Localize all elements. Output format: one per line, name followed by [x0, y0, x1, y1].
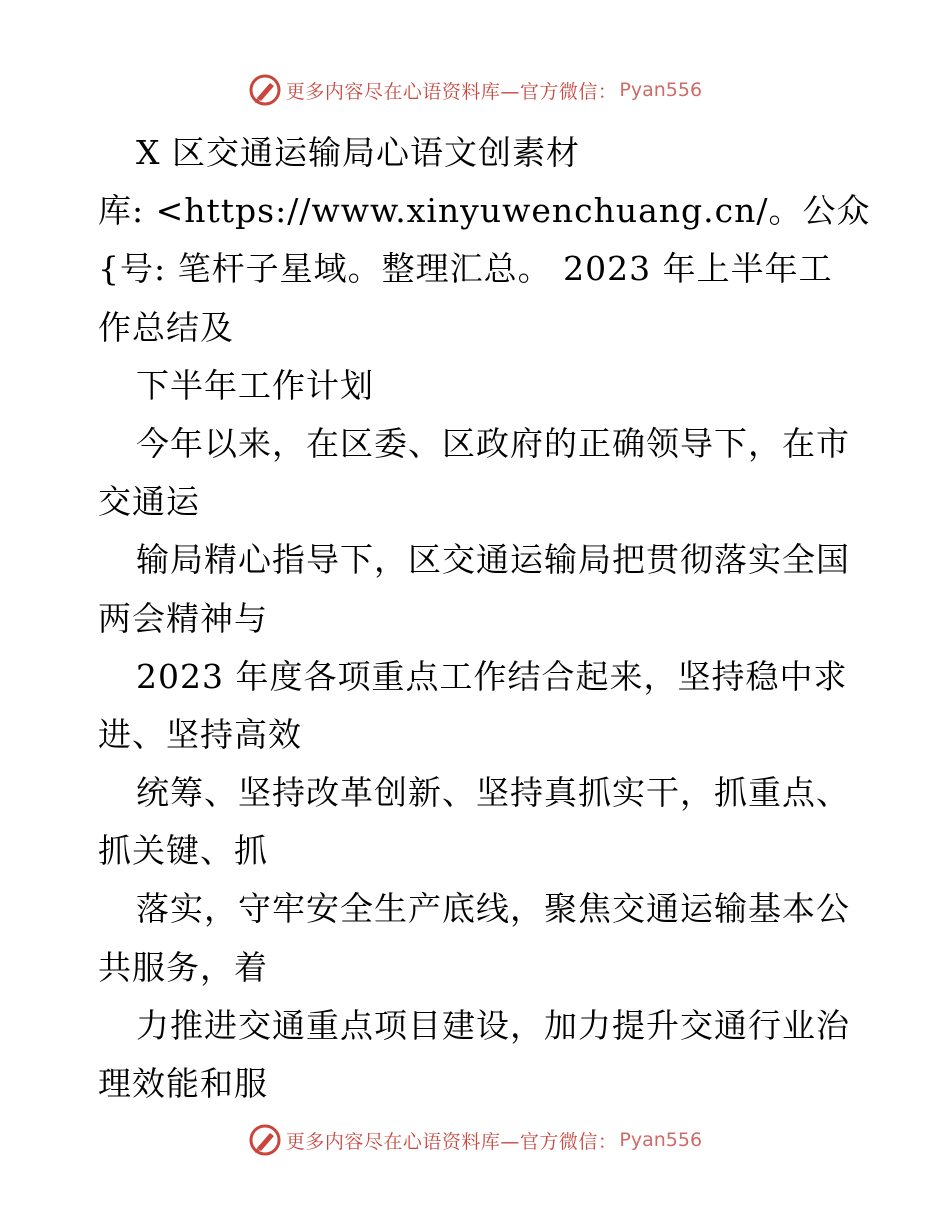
text-line: 理效能和服 [98, 1064, 268, 1103]
text-line: X 区交通运输局心语文创素材 [136, 133, 580, 172]
pen-logo-icon [248, 73, 282, 107]
text-line: 输局精心指导下，区交通运输局把贯彻落实全国 [136, 540, 850, 580]
document-body [98, 124, 871, 1113]
text-line: 共服务，着 [98, 947, 268, 987]
text-line: 进、坚持高效 [98, 714, 302, 754]
text-line: {号: 笔杆子星域。整理汇总。 2023 年上半年工 [98, 249, 833, 289]
text-line: 抓关键、抓 [98, 831, 268, 871]
watermark-text: 更多内容尽在心语资料库—官方微信： [285, 1130, 618, 1153]
header-watermark [0, 70, 950, 110]
text-line: 库: <https://www.xinyuwenchuang.cn/。公众 [98, 191, 871, 231]
text-line: 力推进交通重点项目建设，加力提升交通行业治 [136, 1005, 850, 1045]
text-line: 两会精神与 [98, 598, 268, 638]
text-line: 2023 年度各项重点工作结合起来，坚持稳中求 [136, 656, 848, 696]
footer-watermark [0, 1120, 950, 1160]
text-line: 今年以来，在区委、区政府的正确领导下，在市 [136, 423, 850, 463]
text-line: 落实，守牢安全生产底线，聚焦交通运输基本公 [136, 889, 850, 929]
text-line: 统筹、坚持改革创新、坚持真抓实干，抓重点、 [136, 773, 850, 813]
pen-logo-icon [248, 1123, 282, 1157]
text-line: 作总结及 [98, 307, 234, 347]
watermark-wechat-id: Pyan556 [619, 1129, 703, 1151]
watermark-text: 更多内容尽在心语资料库—官方微信： [285, 80, 618, 103]
watermark-wechat-id: Pyan556 [619, 79, 703, 101]
text-line: 交通运 [98, 482, 200, 522]
text-line: 下半年工作计划 [136, 365, 374, 405]
